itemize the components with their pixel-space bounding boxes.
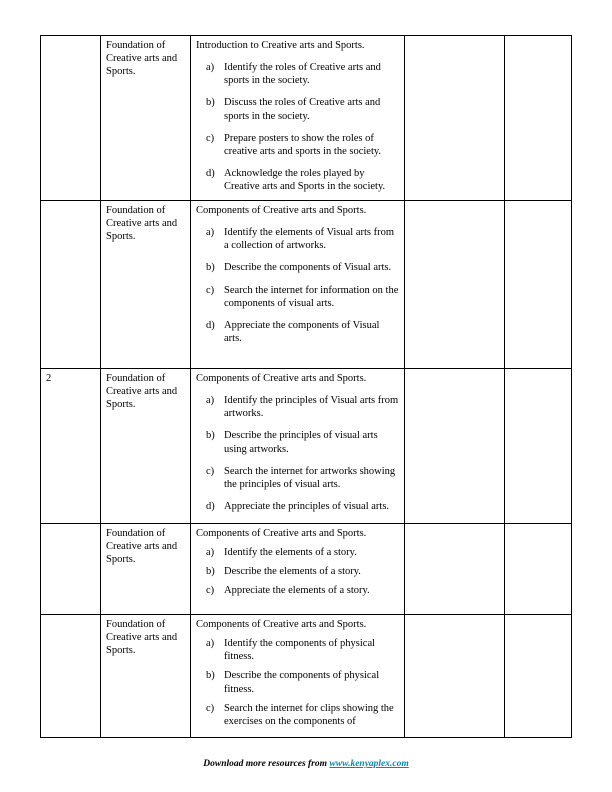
table-row <box>41 369 572 524</box>
lesson-title: Components of Creative arts and Sports. <box>196 373 367 384</box>
item-marker: c) <box>206 702 215 714</box>
item-text: Discuss the roles of Creative arts and sports in the society. <box>224 97 381 122</box>
strand-cell: Foundation of Creative arts and Sports. <box>101 369 191 524</box>
week-cell <box>41 615 101 738</box>
week-cell <box>41 36 101 201</box>
empty-cell <box>405 369 505 524</box>
strand-cell: Foundation of Creative arts and Sports. <box>101 615 191 738</box>
content-cell <box>191 524 405 615</box>
item-marker: c) <box>206 284 215 296</box>
lesson-title: Components of Creative arts and Sports. <box>196 205 367 216</box>
content-cell <box>191 615 405 738</box>
activity-item <box>206 226 399 252</box>
empty-cell <box>505 369 572 524</box>
table-row <box>41 615 572 738</box>
item-marker: b) <box>206 262 215 274</box>
item-marker: a) <box>206 227 215 239</box>
lesson-title: Components of Creative arts and Sports. <box>196 619 367 630</box>
empty-cell <box>405 36 505 201</box>
activity-item <box>206 500 399 513</box>
empty-cell <box>505 615 572 738</box>
item-marker: d) <box>206 319 215 331</box>
week-cell <box>41 524 101 615</box>
table-row <box>41 201 572 369</box>
activity-item <box>206 261 399 274</box>
item-text: Appreciate the principles of visual arts. <box>224 500 390 512</box>
item-text: Describe the components of Visual arts. <box>224 262 392 274</box>
activity-item <box>206 284 399 310</box>
activity-item <box>206 565 399 578</box>
item-text: Identify the components of physical fitness. <box>224 638 376 663</box>
empty-cell <box>505 524 572 615</box>
item-marker: a) <box>206 547 215 559</box>
item-text: Describe the components of physical fitness. <box>224 670 380 695</box>
table-row <box>41 36 572 201</box>
table-row <box>41 524 572 615</box>
strand-cell: Foundation of Creative arts and Sports. <box>101 36 191 201</box>
footer-link[interactable]: www.kenyaplex.com <box>329 759 409 769</box>
activity-item <box>206 61 399 87</box>
empty-cell <box>505 36 572 201</box>
lesson-title: Components of Creative arts and Sports. <box>196 528 367 539</box>
activity-item <box>206 637 399 663</box>
empty-cell <box>405 524 505 615</box>
activity-item <box>206 167 399 193</box>
item-marker: c) <box>206 585 215 597</box>
item-text: Appreciate the components of Visual arts. <box>224 319 380 344</box>
item-marker: c) <box>206 465 215 477</box>
item-marker: b) <box>206 566 215 578</box>
empty-cell <box>505 201 572 369</box>
week-cell: 2 <box>41 369 101 524</box>
footer-text: Download more resources from <box>203 759 330 769</box>
item-text: Search the internet for artworks showing the principles of visual arts. <box>224 465 396 490</box>
strand-cell: Foundation of Creative arts and Sports. <box>101 201 191 369</box>
activity-item <box>206 702 399 728</box>
item-marker: c) <box>206 132 215 144</box>
item-text: Identify the principles of Visual arts from artworks. <box>224 395 399 420</box>
content-cell <box>191 369 405 524</box>
item-marker: a) <box>206 638 215 650</box>
item-marker: a) <box>206 395 215 407</box>
activity-item <box>206 96 399 122</box>
item-text: Search the internet for clips showing the exercises on the components of <box>224 702 394 727</box>
item-marker: d) <box>206 167 215 179</box>
empty-cell <box>405 201 505 369</box>
page-footer <box>0 759 612 769</box>
item-text: Identify the elements of Visual arts from a collection of artworks. <box>224 227 395 252</box>
activity-item <box>206 319 399 345</box>
item-marker: d) <box>206 500 215 512</box>
content-cell <box>191 36 405 201</box>
empty-cell <box>405 615 505 738</box>
item-text: Acknowledge the roles played by Creative arts and Sports in the society. <box>224 167 386 192</box>
item-marker: b) <box>206 430 215 442</box>
activity-item <box>206 429 399 455</box>
activity-item <box>206 669 399 695</box>
week-cell <box>41 201 101 369</box>
strand-cell: Foundation of Creative arts and Sports. <box>101 524 191 615</box>
item-text: Appreciate the elements of a story. <box>224 585 370 597</box>
content-cell <box>191 201 405 369</box>
item-marker: b) <box>206 97 215 109</box>
item-text: Search the internet for information on the components of visual arts. <box>224 284 399 309</box>
item-text: Describe the principles of visual arts using artworks. <box>224 430 378 455</box>
lesson-title: Introduction to Creative arts and Sports. <box>196 40 365 51</box>
item-marker: a) <box>206 62 215 74</box>
item-marker: b) <box>206 670 215 682</box>
activity-item <box>206 132 399 158</box>
item-text: Describe the elements of a story. <box>224 566 361 578</box>
activity-item <box>206 465 399 491</box>
item-text: Prepare posters to show the roles of creative arts and sports in the society. <box>224 132 382 157</box>
activity-item <box>206 584 399 597</box>
item-text: Identify the elements of a story. <box>224 547 357 559</box>
scheme-of-work-table <box>40 35 572 738</box>
activity-item <box>206 546 399 559</box>
item-text: Identify the roles of Creative arts and sports in the society. <box>224 62 381 87</box>
activity-item <box>206 394 399 420</box>
